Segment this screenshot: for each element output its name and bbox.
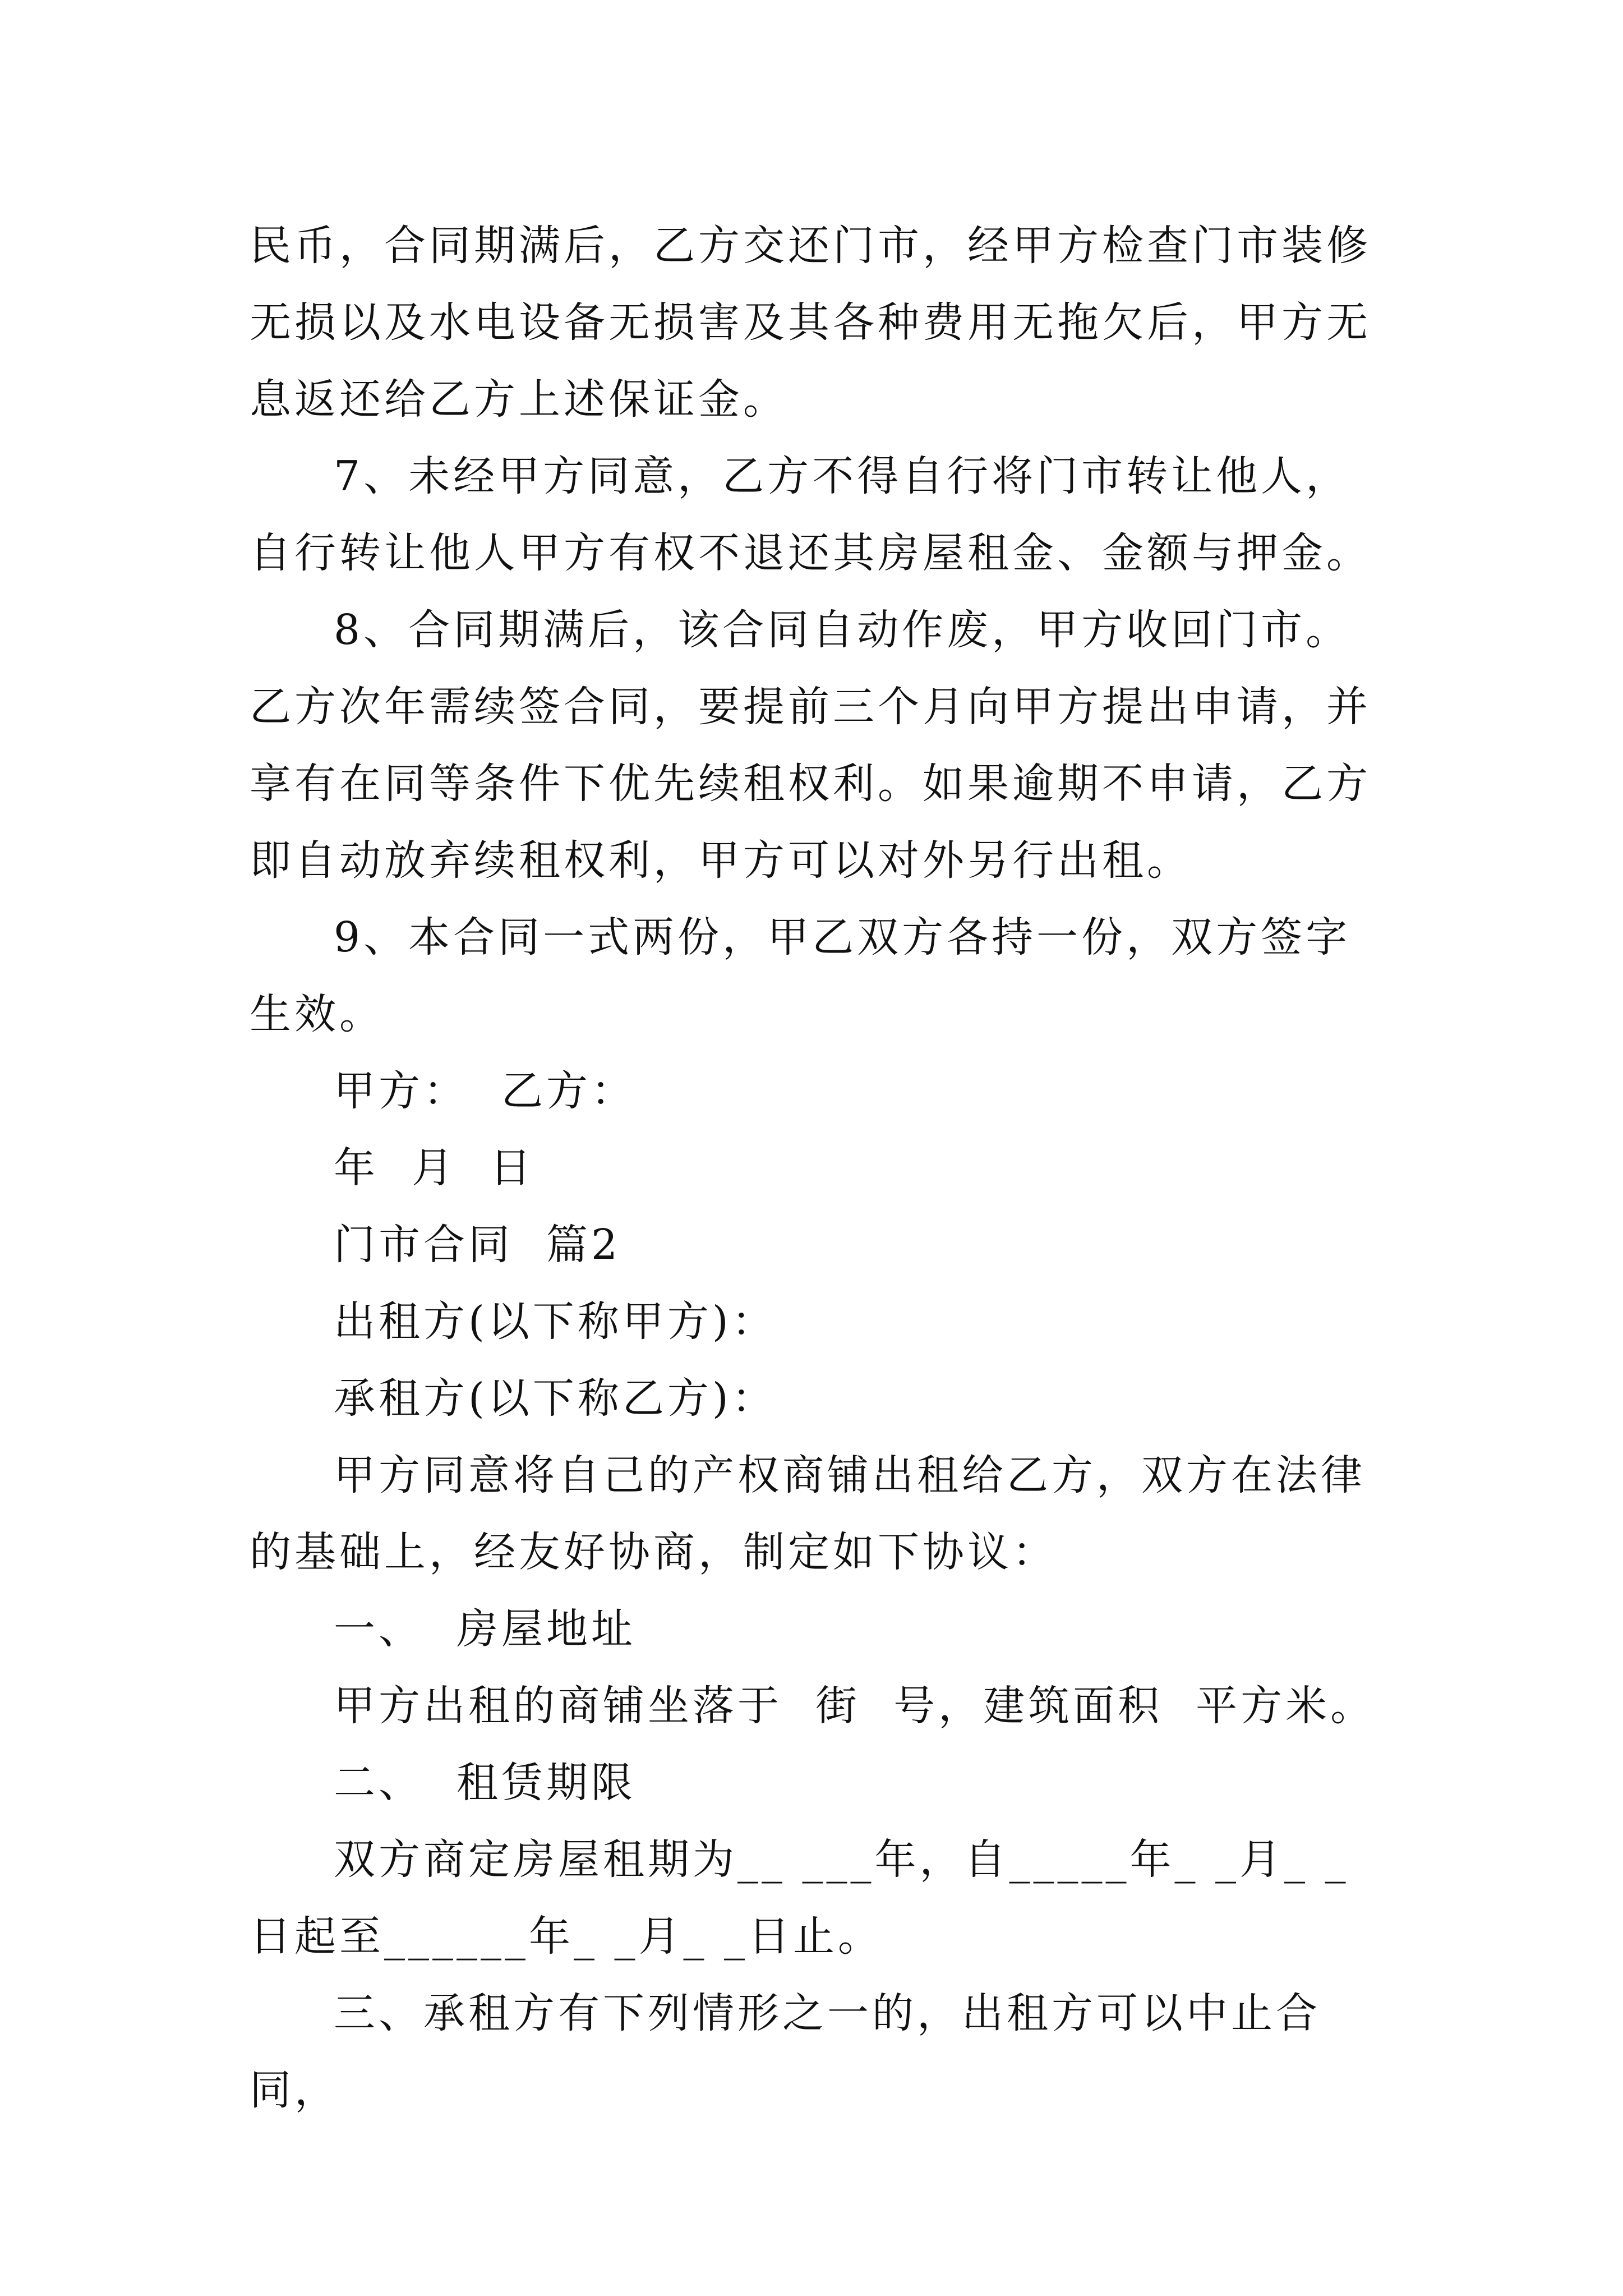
signature-line: 甲方： 乙方： <box>334 1067 637 1115</box>
contract-section-title: 门市合同 篇2 <box>334 1221 621 1269</box>
paragraph-clause-9: 9、本合同一式两份，甲乙双方各持一份，双方签字生效。 <box>250 913 1351 1038</box>
date-line: 年 月 日 <box>334 1144 535 1192</box>
paragraph-agreement-intro: 甲方同意将自己的产权商铺出租给乙方，双方在法律的基础上，经友好协商，制定如下协议： <box>250 1451 1366 1576</box>
paragraph-clause-7: 7、未经甲方同意，乙方不得自行将门市转让他人，自行转让他人甲方有权不退还其房屋租金、金额与押金。 <box>250 452 1371 577</box>
paragraph-lease-term: 双方商定房屋租期为__ ___年，自_____年_ _月_ _日起至______年_ _月_ _日止。 <box>250 1835 1349 1961</box>
lessor-line: 出租方(以下称甲方)： <box>334 1297 777 1346</box>
paragraph-termination-conditions: 三、承租方有下列情形之一的，出租方可以中止合同， <box>250 1989 1321 2114</box>
paragraph-clause-8: 8、合同期满后，该合同自动作废，甲方收回门市。乙方次年需续签合同，要提前三个月向甲方提出申请，并享有在同等条件下优先续租权利。如果逾期不申请，乙方即自动放弃续租权利，甲方可以对外另行出租。 <box>250 606 1371 885</box>
lessee-line: 承租方(以下称乙方)： <box>334 1374 777 1423</box>
heading-house-address: 一、 房屋地址 <box>334 1605 637 1653</box>
document-body <box>250 208 1388 2129</box>
heading-lease-term: 二、 租赁期限 <box>334 1759 637 1807</box>
paragraph-deposit-return: 民币，合同期满后，乙方交还门市，经甲方检查门市装修无损以及水电设备无损害及其各种费用无拖欠后，甲方无息返还给乙方上述保证金。 <box>250 222 1371 424</box>
paragraph-house-address: 甲方出租的商铺坐落于 街 号，建筑面积 平方米。 <box>334 1682 1376 1730</box>
